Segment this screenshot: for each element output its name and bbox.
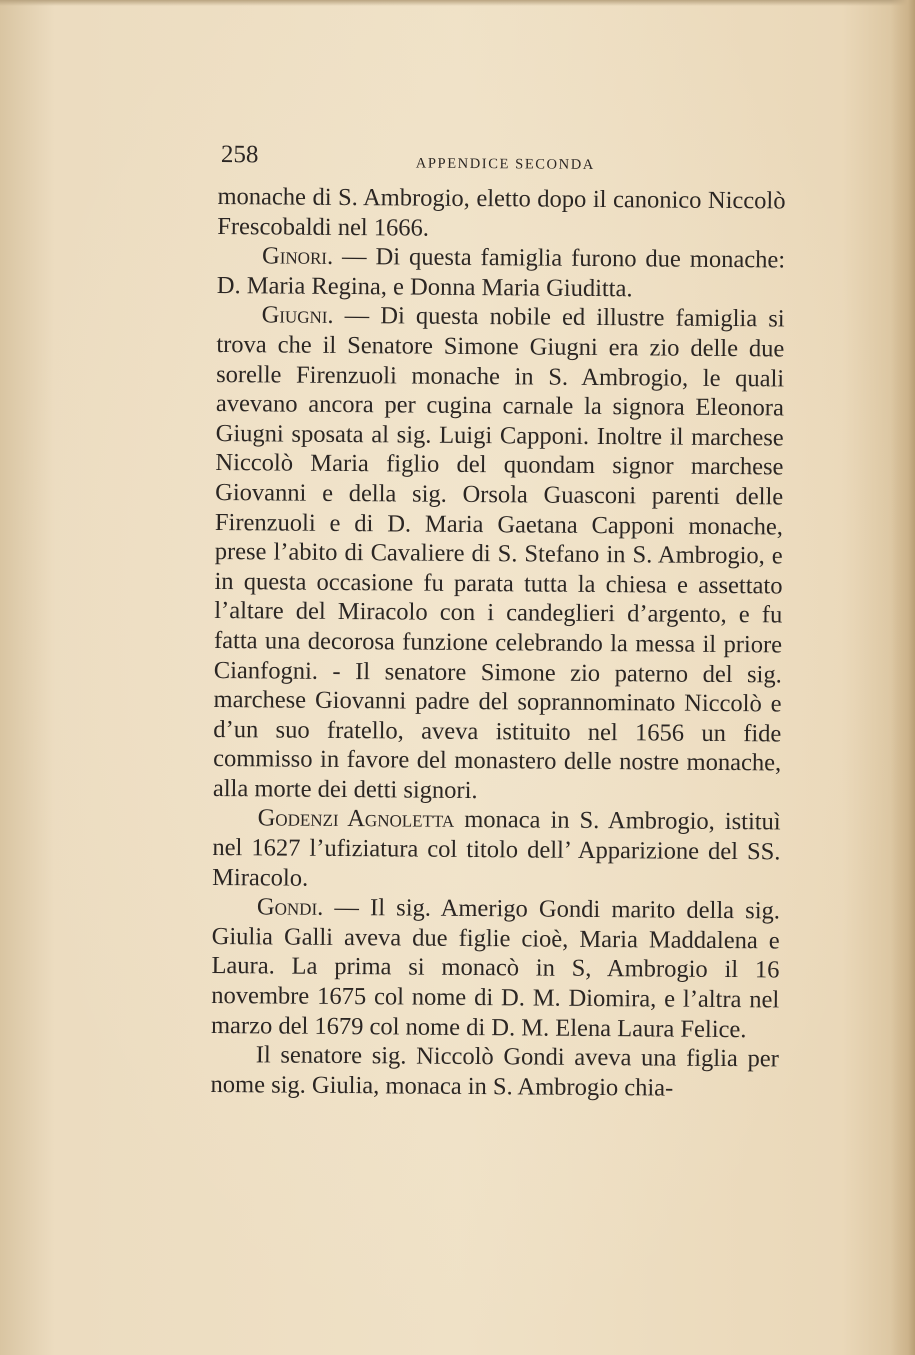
paragraph-gondi (211, 892, 780, 1044)
text-block (210, 140, 786, 1104)
paragraph-godenzi (212, 803, 781, 896)
paragraph-text: — Di questa nobile ed illustre famiglia si trova che il Senatore Simone Giugni era zio delle due sorelle Firenzuoli monache in S. Ambrogio, le quali avevano ancora per cugina carnale la signora Eleonora Giugni sposata al sig. Luigi Capponi. Inoltre il marchese Niccolò Maria figlio del quondam signor marchese Giovanni e della sig. Orsola Guasconi parenti delle Firenzuoli e di D. Maria Gaetana Capponi monache, prese l’abito di Cavaliere di S. Stefano in S. Ambrogio, e in questa occasione fu parata tutta la chiesa e assettato l’altare del Miracolo con i candeglieri d’argento, e fu fatta una decorosa funzione celebrando la messa il priore Cianfogni. - Il senatore Simone zio paterno del sig. marchese Giovanni padre del soprannominato Niccolò e d’un suo fratello, aveva istituito nel 1656 un fide commisso in favore del monastero delle nostre monache, alla morte dei detti signori. (212, 302, 785, 804)
paragraph-text: monache di S. Ambrogio, eletto dopo il canonico Niccolò Frescobaldi nel 1666. (217, 182, 786, 242)
paragraph-text: — Di questa famiglia furono due monache: D. Maria Regina, e Donna Maria Giuditta. (216, 243, 786, 303)
entry-heading: Godenzi Agnoletta (257, 804, 455, 834)
paragraph-last (210, 1040, 778, 1104)
paragraph-text: Il senatore sig. Niccolò Gondi aveva una figlia per nome sig. Giulia, monaca in S. Ambrogio chia- (210, 1041, 779, 1102)
page-header (218, 140, 786, 186)
page-number: 258 (220, 141, 259, 169)
paragraph-text: monaca in S. Ambrogio, istituì nel 1627 l’ufiziatura col titolo dell’ Apparizione del SS. Miracolo. (212, 806, 781, 892)
page-top-shadow (0, 0, 915, 6)
running-title: APPENDICE SECONDA (415, 155, 595, 173)
paragraph-ginori (217, 241, 785, 305)
paragraph-giugni (213, 300, 785, 808)
entry-heading: Ginori. (261, 242, 334, 271)
page-right-edge (891, 0, 915, 1355)
paragraph-text: — Il sig. Amerigo Gondi marito della sig. Giulia Galli aveva due figlie cioè, Maria Maddalena e Laura. La prima si monacò in S, Ambrogio il 16 novembre 1675 col nome di D. M. Diomira, e l’altra nel marzo del 1679 col nome di D. M. Elena Laura Felice. (210, 894, 781, 1043)
paragraph-1 (217, 182, 785, 246)
entry-heading: Gondi. (256, 893, 324, 922)
entry-heading: Giugni. (261, 301, 334, 330)
